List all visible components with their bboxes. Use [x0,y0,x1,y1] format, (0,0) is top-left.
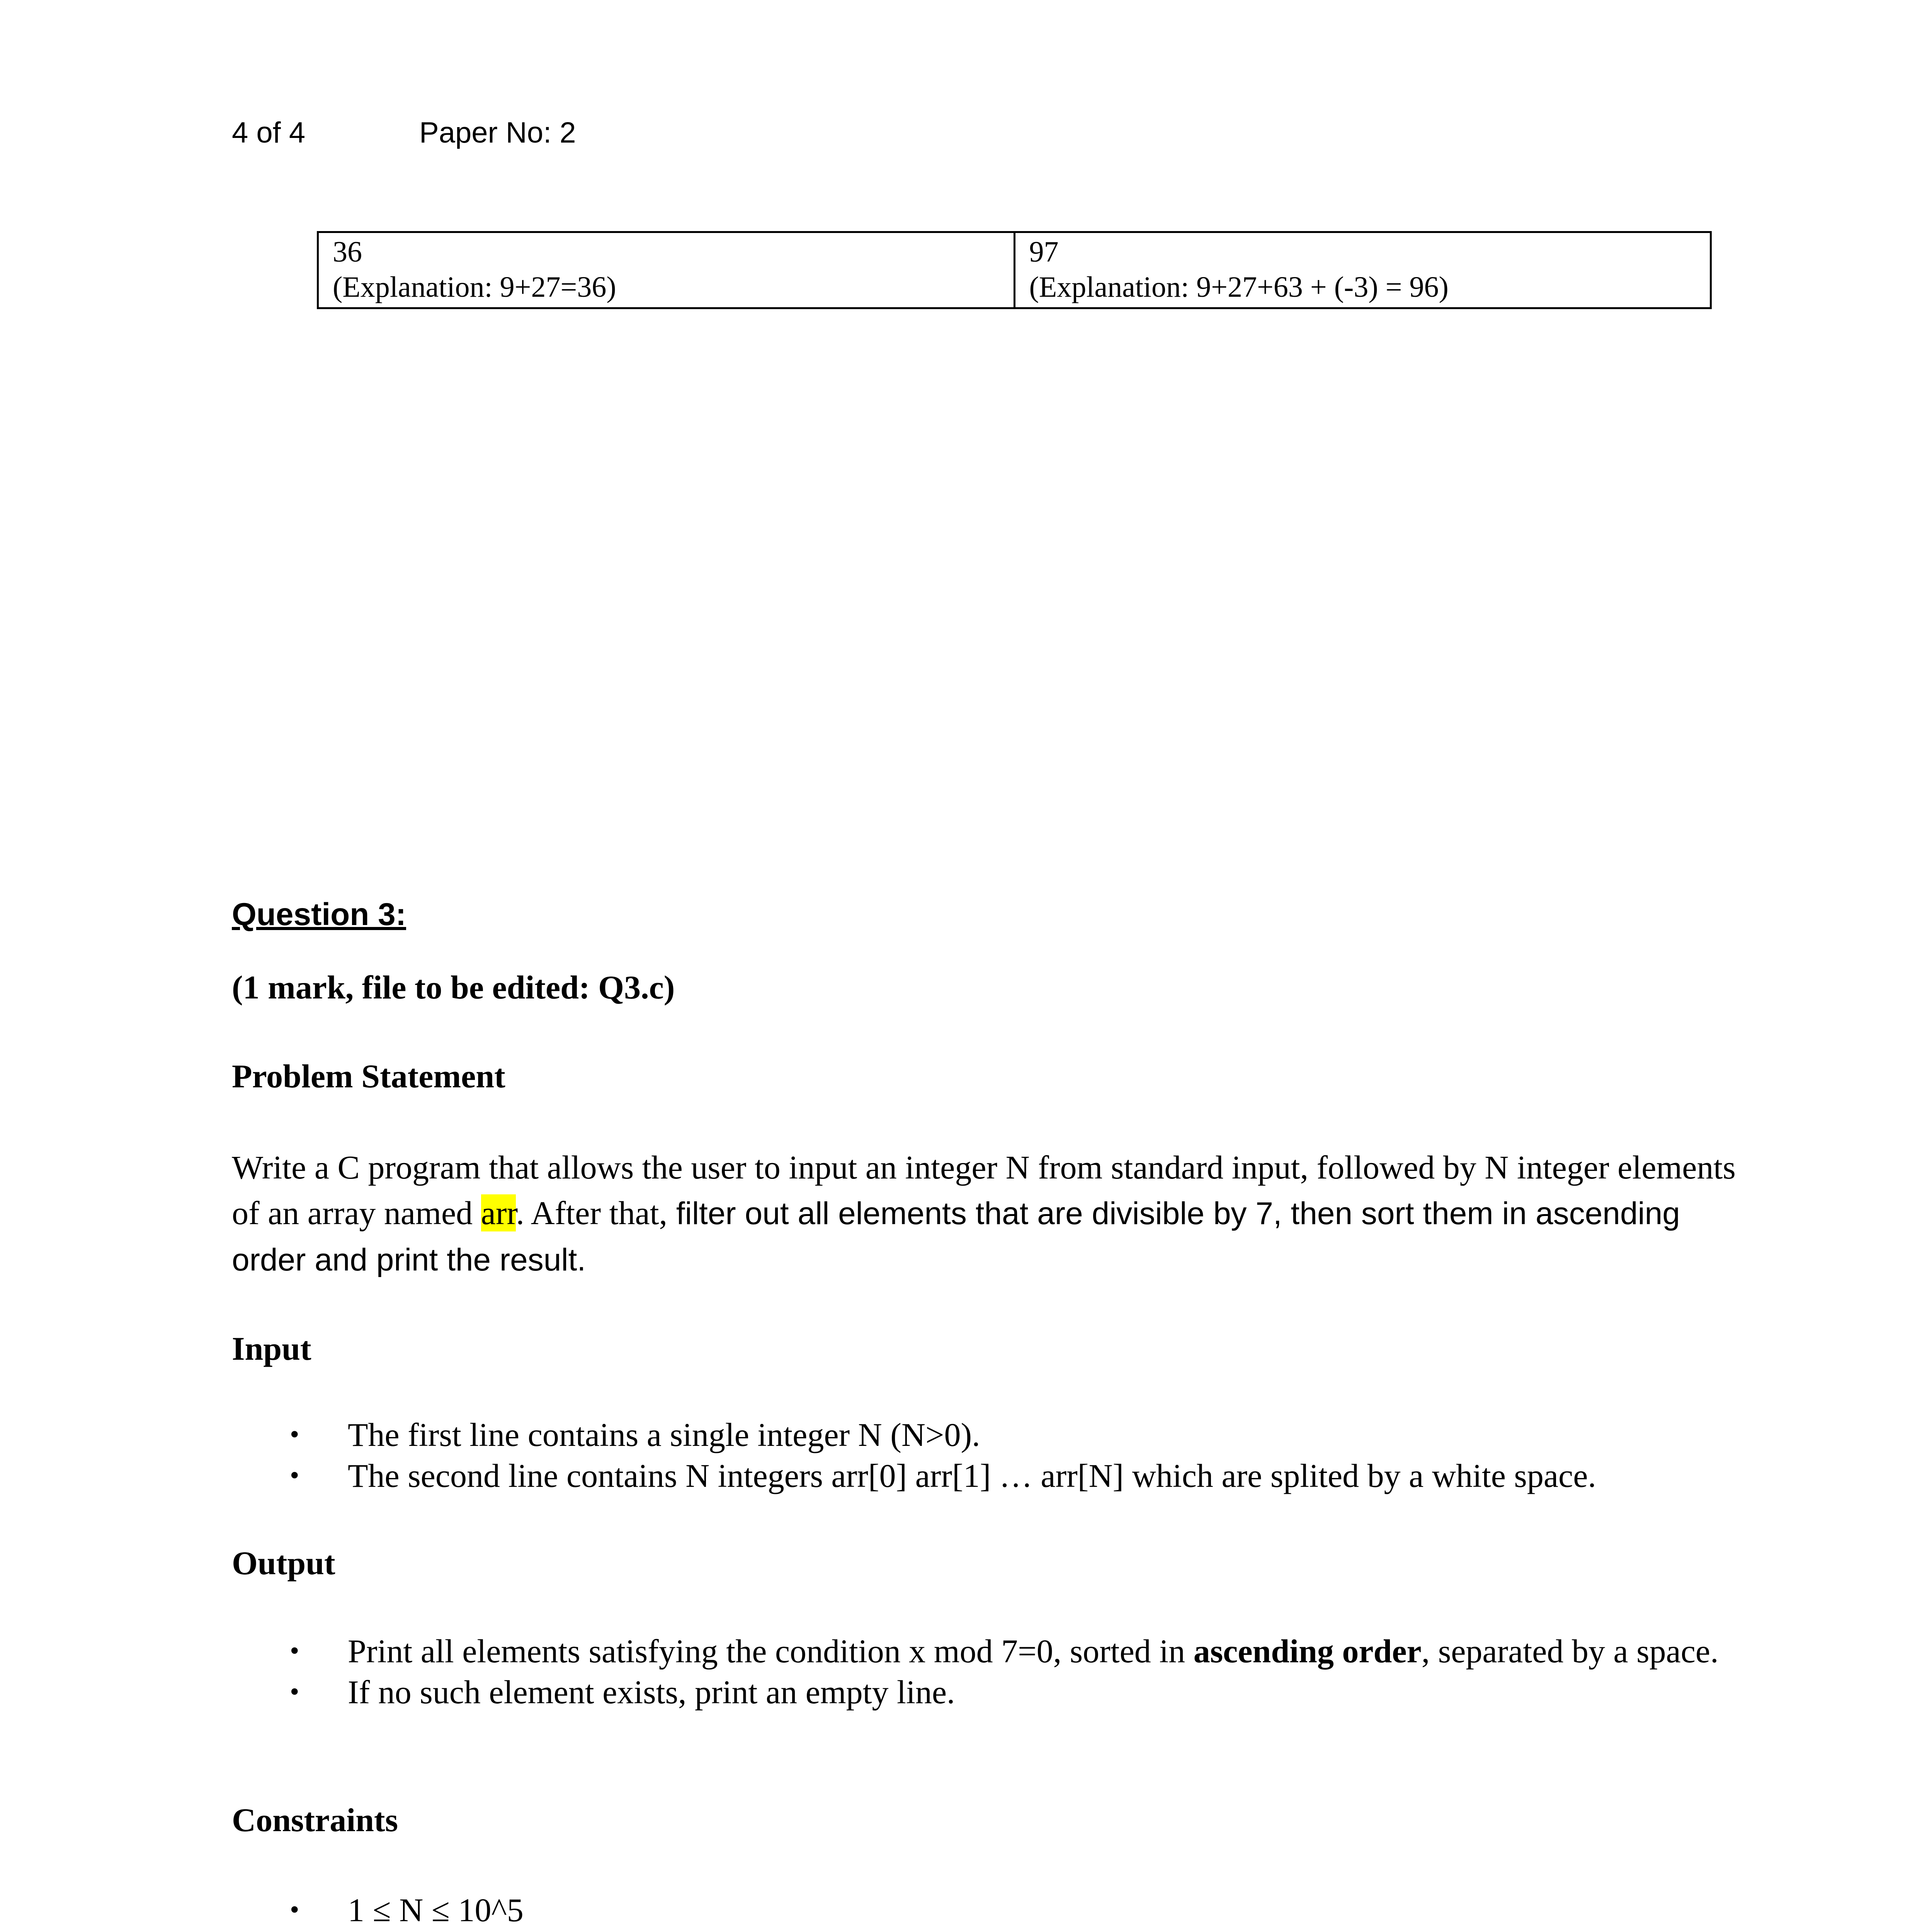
cell-explanation: (Explanation: 9+27=36) [333,271,616,304]
constraints-list [232,1889,1777,1932]
cell-explanation: (Explanation: 9+27+63 + (-3) = 96) [1029,271,1449,304]
list-item [232,1672,1777,1713]
problem-text-part3: filter out all elements that are divisible by 7, then sort them in ascending order and print the result. [232,1196,1680,1277]
output-heading: Output [232,1544,335,1582]
bullet-icon: • [290,1461,299,1490]
list-item-text: If no such element exists, print an empty line. [348,1673,955,1711]
question-heading: Question 3: [232,897,406,932]
input-list [232,1414,1777,1496]
bullet-icon: • [290,1636,299,1666]
list-item-text: Print all elements satisfying the condition x mod 7=0, sorted in [348,1633,1194,1670]
test-case-table-q2 [317,231,1712,309]
question-meta: (1 mark, file to be edited: Q3.c) [232,969,675,1006]
input-heading: Input [232,1330,311,1367]
table-cell-input [318,232,1015,308]
cell-value: 36 [333,236,362,268]
bullet-icon: • [290,1420,299,1449]
list-item [232,1455,1777,1496]
bullet-icon [290,1930,299,1932]
constraints-heading: Constraints [232,1801,398,1838]
table-row [318,232,1711,308]
bullet-icon: • [290,1895,299,1925]
problem-text-part1: Write a C program that allows the user to input an integer N from standard input, followed by N integer elements of an array named [232,1149,1736,1231]
list-item [232,1889,1777,1930]
emphasis-text: ascending order [1193,1633,1422,1670]
bullet-icon: • [290,1677,299,1707]
output-list [232,1631,1777,1713]
highlighted-term: arr [481,1194,516,1231]
page-number: 4 of 4 [232,116,306,149]
list-item [232,1414,1777,1455]
list-item-text: The first line contains a single integer N (N>0). [348,1416,980,1453]
cell-value: 97 [1029,236,1059,268]
list-item [232,1930,1777,1932]
problem-statement-heading: Problem Statement [232,1058,505,1095]
problem-statement [232,1145,1758,1283]
list-item-text: , separated by a space. [1421,1633,1719,1670]
paper-number: Paper No: 2 [419,116,576,149]
list-item-text: The second line contains N integers arr[0] arr[1] … arr[N] which are splited by a white space. [348,1457,1596,1494]
list-item-text: 1 ≤ N ≤ 10^5 [348,1891,524,1929]
table-cell-output [1014,232,1711,308]
problem-text-part2: . After that, [516,1194,668,1231]
list-item [232,1631,1777,1672]
